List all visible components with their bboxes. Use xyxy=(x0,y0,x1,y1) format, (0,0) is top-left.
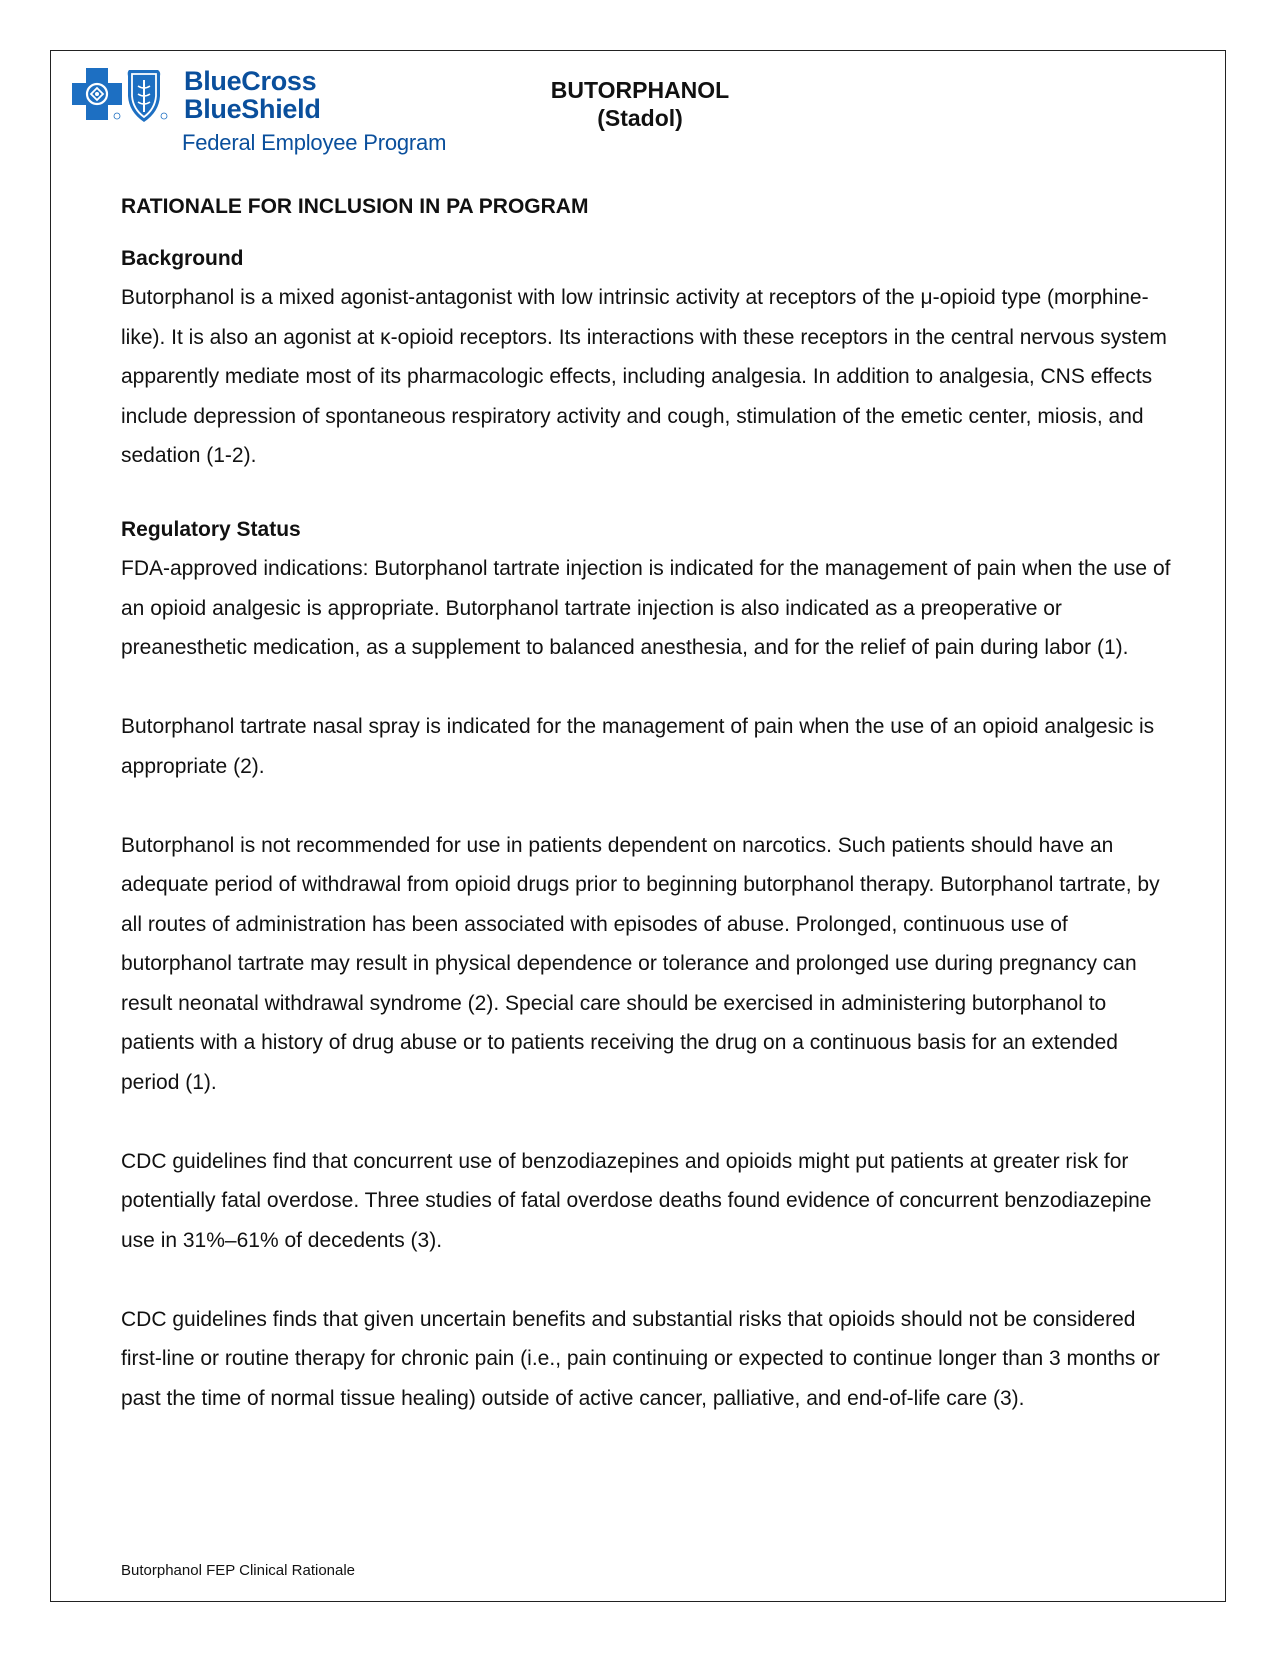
regulatory-heading: Regulatory Status xyxy=(121,518,301,541)
document-body xyxy=(121,192,1171,1458)
regulatory-paragraph: Butorphanol is not recommended for use in patients dependent on narcotics. Such patients should have an adequate period of withdrawal from opioid drugs prior to beginning butorphanol therapy. Butorphanol tartrate, by all routes of administration has been associated with episodes of abuse. Prolonged, continuous use of butorphanol tartrate may result in physical dependence or tolerance and prolonged use during pregnancy can result neonatal withdrawal syndrome (2). Special care should be exercised in administering butorphanol to patients with a history of drug abuse or to patients receiving the drug on a continuous basis for an extended period (1). xyxy=(121,833,1160,1094)
drug-title: BUTORPHANOL xyxy=(550,77,730,103)
regulatory-paragraph: CDC guidelines find that concurrent use of benzodiazepines and opioids might put patients at greater risk for potentially fatal overdose. Three studies of fatal overdose deaths found evidence of concurrent benzodiazepine use in 31%–61% of decedents (3). xyxy=(121,1149,1152,1252)
blue-cross-icon xyxy=(72,68,122,120)
logo-text-blueshield: BlueShield xyxy=(184,94,321,124)
cross-shield-icon xyxy=(72,66,182,126)
blue-shield-icon xyxy=(128,70,161,122)
section-heading: RATIONALE FOR INCLUSION IN PA PROGRAM xyxy=(121,195,589,218)
regulatory-paragraph: FDA-approved indications: Butorphanol tartrate injection is indicated for the management of pain when the use of an opioid analgesic is appropriate. Butorphanol tartrate injection is also indicated as a preoperative or preanesthetic medication, as a supplement to balanced anesthesia, and for the relief of pain during labor (1). xyxy=(121,557,1171,659)
regulatory-paragraph: CDC guidelines finds that given uncertain benefits and substantial risks that opioids should not be considered first-line or routine therapy for chronic pain (i.e., pain continuing or expected to continue longer than 3 months or past the time of normal tissue healing) outside of active cancer, palliative, and end-of-life care (3). xyxy=(121,1307,1160,1410)
bcbs-fep-logo xyxy=(72,66,472,162)
brand-name: (Stadol) xyxy=(597,105,683,131)
background-heading: Background xyxy=(121,247,244,270)
background-paragraph: Butorphanol is a mixed agonist-antagonist with low intrinsic activity at receptors of the μ-opioid type (morphine-like). It is also an agonist at κ-opioid receptors. Its interactions with these receptors in the central nervous system apparently mediate most of its pharmacologic effects, including analgesia. In addition to analgesia, CNS effects include depression of spontaneous respiratory activity and cough, stimulation of the emetic center, miosis, and sedation (1-2). xyxy=(121,286,1167,467)
page-footer: Butorphanol FEP Clinical Rationale xyxy=(121,1562,356,1579)
regulatory-paragraph: Butorphanol tartrate nasal spray is indicated for the management of pain when the use of an opioid analgesic is appropriate (2). xyxy=(121,715,1155,778)
logo-text-fep: Federal Employee Program xyxy=(182,130,447,155)
logo-text-bluecross: BlueCross xyxy=(184,66,317,96)
